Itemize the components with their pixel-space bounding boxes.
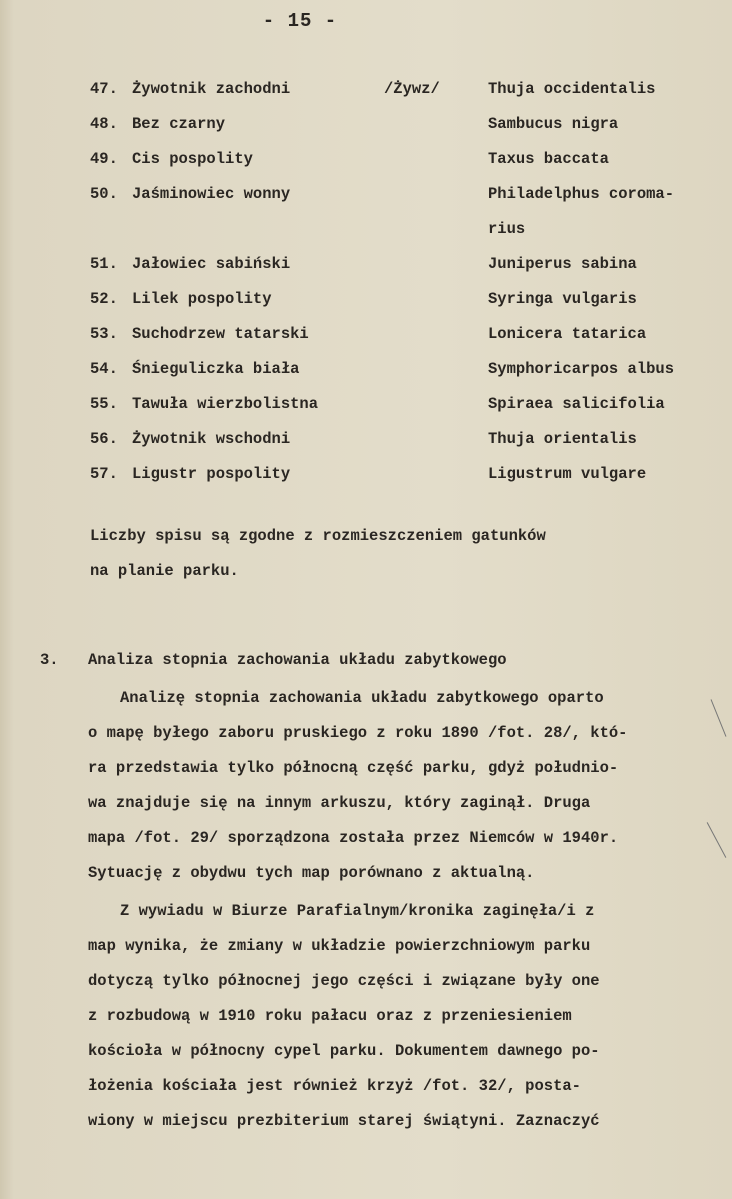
species-polish-name: Jaśminowiec wonny — [132, 185, 291, 203]
species-number: 56. — [90, 430, 118, 448]
species-latin-name: Symphoricarpos albus — [488, 360, 675, 378]
species-number: 55. — [90, 395, 118, 413]
species-row — [0, 150, 732, 182]
species-latin-name: Ligustrum vulgare — [488, 465, 647, 483]
body-text-line: Analizę stopnia zachowania układu zabytkowego oparto — [120, 689, 604, 707]
species-polish-name: Śnieguliczka biała — [132, 360, 300, 378]
body-text-line: z rozbudową w 1910 roku pałacu oraz z przeniesieniem — [88, 1007, 572, 1025]
species-number: 54. — [90, 360, 118, 378]
species-row — [0, 290, 732, 322]
body-text-line: mapa /fot. 29/ sporządzona została przez Niemców w 1940r. — [88, 829, 619, 847]
margin-pencil-mark — [711, 699, 727, 736]
section-title: Analiza stopnia zachowania układu zabytkowego — [88, 651, 507, 669]
body-text-line: wa znajduje się na innym arkuszu, który zaginął. Druga — [88, 794, 591, 812]
body-text-line: łożenia kościała jest również krzyż /fot. 32/, posta- — [88, 1077, 581, 1095]
note-line-2: na planie parku. — [90, 562, 239, 580]
species-number: 47. — [90, 80, 118, 98]
species-abbreviation: /Żywz/ — [384, 80, 440, 98]
species-polish-name: Ligustr pospolity — [132, 465, 291, 483]
body-text-line: Sytuację z obydwu tych map porównano z aktualną. — [88, 864, 535, 882]
species-number: 48. — [90, 115, 118, 133]
species-polish-name: Żywotnik wschodni — [132, 430, 291, 448]
page-number: - 15 - — [262, 10, 338, 32]
species-row — [0, 255, 732, 287]
margin-pencil-mark — [707, 822, 727, 858]
body-text-line: wiony w miejscu prezbiterium starej świątyni. Zaznaczyć — [88, 1112, 600, 1130]
species-polish-name: Lilek pospolity — [132, 290, 272, 308]
species-latin-name: Lonicera tatarica — [488, 325, 647, 343]
species-latin-name: Thuja orientalis — [488, 430, 637, 448]
species-latin-name: Spiraea salicifolia — [488, 395, 665, 413]
species-latin-name: Thuja occidentalis — [488, 80, 656, 98]
species-polish-name: Bez czarny — [132, 115, 226, 133]
species-latin-name-continuation: rius — [488, 220, 526, 238]
species-latin-name: Sambucus nigra — [488, 115, 619, 133]
species-latin-name: Taxus baccata — [488, 150, 609, 168]
species-number: 57. — [90, 465, 118, 483]
section-number: 3. — [40, 651, 59, 669]
body-text-line: Z wywiadu w Biurze Parafialnym/kronika zaginęła/i z — [120, 902, 595, 920]
species-row — [0, 325, 732, 357]
species-number: 51. — [90, 255, 118, 273]
species-row-continuation — [0, 220, 732, 252]
species-polish-name: Cis pospolity — [132, 150, 253, 168]
species-latin-name: Philadelphus coroma- — [488, 185, 675, 203]
species-polish-name: Suchodrzew tatarski — [132, 325, 309, 343]
species-row — [0, 465, 732, 497]
body-text-line: map wynika, że zmiany w układzie powierzchniowym parku — [88, 937, 591, 955]
species-number: 49. — [90, 150, 118, 168]
species-latin-name: Syringa vulgaris — [488, 290, 637, 308]
body-text-line: o mapę byłego zaboru pruskiego z roku 1890 /fot. 28/, któ- — [88, 724, 628, 742]
body-text-line: ra przedstawia tylko północną część parku, gdyż południo- — [88, 759, 619, 777]
species-polish-name: Tawuła wierzbolistna — [132, 395, 319, 413]
section-heading — [40, 651, 507, 669]
species-row — [0, 395, 732, 427]
species-polish-name: Żywotnik zachodni — [132, 80, 291, 98]
species-polish-name: Jałowiec sabiński — [132, 255, 291, 273]
note-line-1: Liczby spisu są zgodne z rozmieszczeniem gatunków — [90, 527, 546, 545]
species-row — [0, 360, 732, 392]
species-number: 53. — [90, 325, 118, 343]
species-number: 52. — [90, 290, 118, 308]
species-number: 50. — [90, 185, 118, 203]
species-row — [0, 430, 732, 462]
species-latin-name: Juniperus sabina — [488, 255, 637, 273]
species-row — [0, 80, 732, 112]
species-row — [0, 115, 732, 147]
body-text-line: kościoła w północny cypel parku. Dokumentem dawnego po- — [88, 1042, 600, 1060]
species-row — [0, 185, 732, 217]
body-text-line: dotyczą tylko północnej jego części i związane były one — [88, 972, 600, 990]
